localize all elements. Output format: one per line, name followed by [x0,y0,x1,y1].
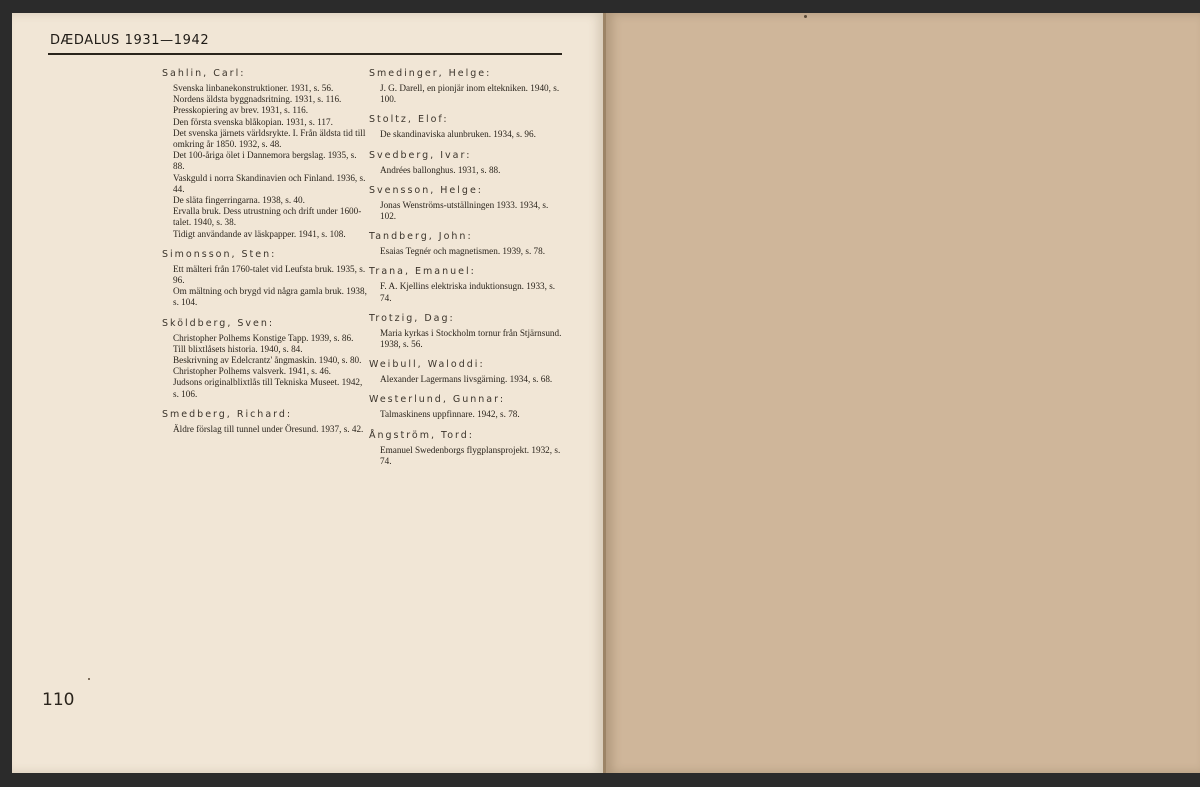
index-entry [162,68,370,240]
running-head: DÆDALUS 1931—1942 [50,33,210,48]
work-title: Andrées ballonghus. 1931, s. 88. [380,164,501,175]
author-name: Svensson, Helge: [369,184,483,196]
author-name: Ångström, Tord: [369,429,474,441]
work-title: Beskrivning av Edelcrantz' ångmaskin. 1940, s. 80. [173,355,362,366]
book-spread [12,13,1200,773]
left-page [12,13,604,773]
author-name: Stoltz, Elof: [369,114,449,126]
work-title: Det svenska järnets världsrykte. I. Från äldsta tid till omkring år 1850. 1932, s. 48. [173,127,366,150]
index-column-left [162,68,370,444]
index-entry [369,68,565,105]
work-title: Ervalla bruk. Dess utrustning och drift under 1600-talet. 1940, s. 38. [173,206,362,228]
work-title: J. G. Darell, en pionjär inom eltekniken. 1940, s. 100. [380,83,560,105]
index-entry [369,231,565,257]
work-title: Talmaskinens uppfinnare. 1942, s. 78. [380,409,520,420]
work-title: Tidigt användande av läskpapper. 1941, s. 108. [173,228,346,239]
work-title: De släta fingerringarna. 1938, s. 40. [173,195,305,206]
work-title: Presskopiering av brev. 1931, s. 116. [173,105,309,116]
index-entry [369,185,565,222]
work-title: Christopher Polhems valsverk. 1941, s. 46. [173,366,331,377]
index-column-right [369,68,565,476]
page-number: 110 [42,690,75,710]
work-title: Äldre förslag till tunnel under Öresund. 1937, s. 42. [173,423,364,434]
work-title: Vaskguld i norra Skandinavien och Finland. 1936, s. 44. [173,172,366,194]
index-entry [369,150,565,176]
author-name: Weibull, Waloddi: [369,359,485,371]
work-title: Nordens äldsta byggnadsritning. 1931, s. 116. [173,94,342,105]
paper-speck [88,678,90,680]
author-name: Svedberg, Ivar: [369,149,472,161]
index-entry [162,318,370,400]
work-title: Svenska linbanekonstruktioner. 1931, s. 56. [173,83,334,93]
work-title: Det 100-åriga ölet i Dannemora bergslag. 1935, s. 88. [173,150,357,172]
author-name: Sköldberg, Sven: [162,317,275,329]
work-title: Emanuel Swedenborgs flygplansprojekt. 1932, s. 74. [380,444,561,466]
index-entry [369,394,565,420]
author-name: Westerlund, Gunnar: [369,394,506,406]
work-title: Om mältning och brygd vid några gamla bruk. 1938, s. 104. [173,286,367,308]
work-title: Esaias Tegnér och magnetismen. 1939, s. 78. [380,246,546,257]
work-title: Ett mälteri från 1760-talet vid Leufsta bruk. 1935, s. 96. [173,263,366,286]
author-name: Trotzig, Dag: [369,312,455,324]
index-entry [162,249,370,309]
index-entry [369,313,565,350]
work-title: Maria kyrkas i Stockholm tornur från Stjärnsund. 1938, s. 56. [380,327,562,350]
right-page-blank [606,13,1200,773]
index-entry [162,409,370,435]
work-title: Judsons originalblixtlås till Tekniska Museet. 1942, s. 106. [173,377,363,399]
work-title: F. A. Kjellins elektriska induktionsugn. 1933, s. 74. [380,281,556,303]
work-title: Den första svenska blåkopian. 1931, s. 117. [173,116,333,127]
paper-speck [804,15,807,18]
index-entry [369,114,565,140]
author-name: Sahlin, Carl: [162,68,246,79]
author-name: Tandberg, John: [369,231,473,243]
author-name: Smedinger, Helge: [369,68,492,79]
author-name: Trana, Emanuel: [369,266,476,278]
index-entry [369,430,565,467]
index-entry [369,359,565,385]
header-rule [48,53,562,55]
index-entry [369,266,565,303]
work-title: Jonas Wenströms-utställningen 1933. 1934, s. 102. [380,199,549,222]
work-title: Christopher Polhems Konstige Tapp. 1939, s. 86. [173,332,354,343]
work-title: Till blixtlåsets historia. 1940, s. 84. [173,343,303,354]
author-name: Smedberg, Richard: [162,408,293,420]
work-title: De skandinaviska alunbruken. 1934, s. 96. [380,129,536,140]
work-title: Alexander Lagermans livsgärning. 1934, s. 68. [380,374,553,385]
author-name: Simonsson, Sten: [162,248,277,260]
